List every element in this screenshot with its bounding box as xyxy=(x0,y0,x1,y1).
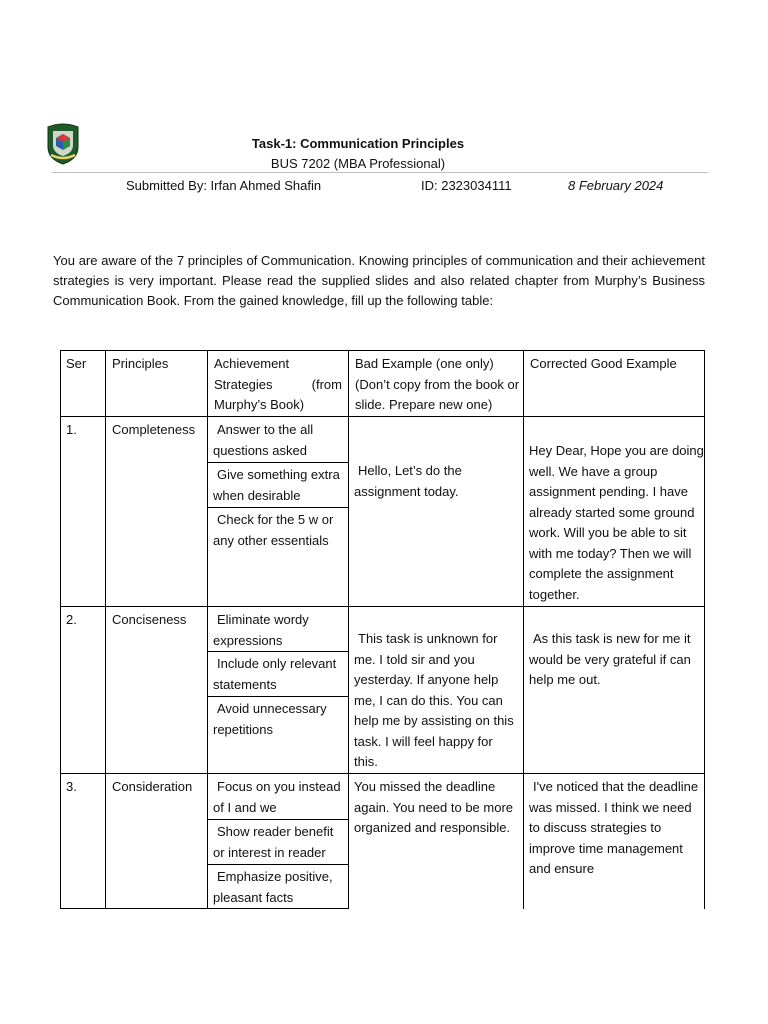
student-id: ID: 2323034111 xyxy=(421,178,512,193)
row-2-principle: Conciseness xyxy=(112,612,187,627)
row-2-strategy-3: Avoid unnecessary repetitions xyxy=(213,701,327,737)
header-ser: Ser xyxy=(66,356,87,371)
row-3-good-example: I've noticed that the deadline was missed. I think we need to discuss strategies to improve time management and ensure xyxy=(529,779,699,876)
table-border xyxy=(60,416,705,417)
table-border xyxy=(60,350,705,351)
row-2-bad-example: This task is unknown for me. I told sir and you yesterday. If anyone help me, I can do this. You can help me by assisting on this task. I will feel happy for this. xyxy=(354,631,514,769)
intro-paragraph: You are aware of the 7 principles of Communication. Knowing principles of communication and their achievement strategies is very important. Please read the supplied slides and also related chapter from Murphy’s Business Communication Book. From the gained knowledge, fill up the following table: xyxy=(53,253,705,308)
table-border xyxy=(60,606,705,607)
principles-table xyxy=(60,350,705,909)
table-border xyxy=(207,462,349,463)
submission-line xyxy=(52,178,708,198)
table-border xyxy=(60,773,705,774)
header-principles: Principles xyxy=(112,356,169,371)
row-1-strategy-1: Answer to the all questions asked xyxy=(213,422,314,458)
course-code: BUS 7202 (MBA Professional) xyxy=(270,156,446,171)
table-border xyxy=(523,350,524,909)
row-1-strategy-2: Give something extra when desirable xyxy=(213,467,340,503)
table-border xyxy=(105,350,106,909)
row-2-good-example: As this task is new for me it would be very grateful if can help me out. xyxy=(529,631,691,687)
row-2-strategy-2: Include only relevant statements xyxy=(213,656,337,692)
row-3-ser: 3. xyxy=(66,779,77,794)
table-border xyxy=(60,908,349,909)
table-border xyxy=(60,350,61,909)
row-2-strategy-1: Eliminate wordy expressions xyxy=(213,612,309,648)
row-1-bad-example: Hello, Let’s do the assignment today. xyxy=(354,463,462,499)
table-border xyxy=(207,819,349,820)
submission-date: 8 February 2024 xyxy=(568,178,664,193)
row-3-strategy-3: Emphasize positive, pleasant facts xyxy=(213,869,333,905)
table-border xyxy=(704,350,705,909)
row-3-strategy-1: Focus on you instead of I and we xyxy=(213,779,341,815)
table-border xyxy=(207,696,349,697)
row-1-principle: Completeness xyxy=(112,422,196,437)
row-2-ser: 2. xyxy=(66,612,77,627)
row-3-strategy-2: Show reader benefit or interest in reader xyxy=(213,824,334,860)
row-3-bad-example: You missed the deadline again. You need to be more organized and responsible. xyxy=(354,779,514,835)
row-3-principle: Consideration xyxy=(112,779,193,794)
submitted-by: Submitted By: Irfan Ahmed Shafin xyxy=(126,178,322,193)
table-border xyxy=(207,864,349,865)
table-border xyxy=(207,350,208,909)
table-border xyxy=(207,507,349,508)
row-1-strategy-3: Check for the 5 w or any other essentials xyxy=(213,512,334,548)
header-strategies: Achievement Strategies (from Murphy’s Book) xyxy=(214,356,342,412)
document-header xyxy=(52,136,708,198)
row-1-good-example: Hey Dear, Hope you are doing well. We have a group assignment pending. I have already started some ground work. Will you be able to sit with me today? Then we will complete the assignment together. xyxy=(529,443,704,602)
header-good-example: Corrected Good Example xyxy=(530,356,677,371)
table-border xyxy=(348,350,349,909)
header-bad-example: Bad Example (one only) (Don’t copy from the book or slide. Prepare new one) xyxy=(355,356,520,412)
header-divider xyxy=(52,172,708,173)
row-1-ser: 1. xyxy=(66,422,77,437)
page-title: Task-1: Communication Principles xyxy=(251,136,465,151)
table-border xyxy=(207,651,349,652)
